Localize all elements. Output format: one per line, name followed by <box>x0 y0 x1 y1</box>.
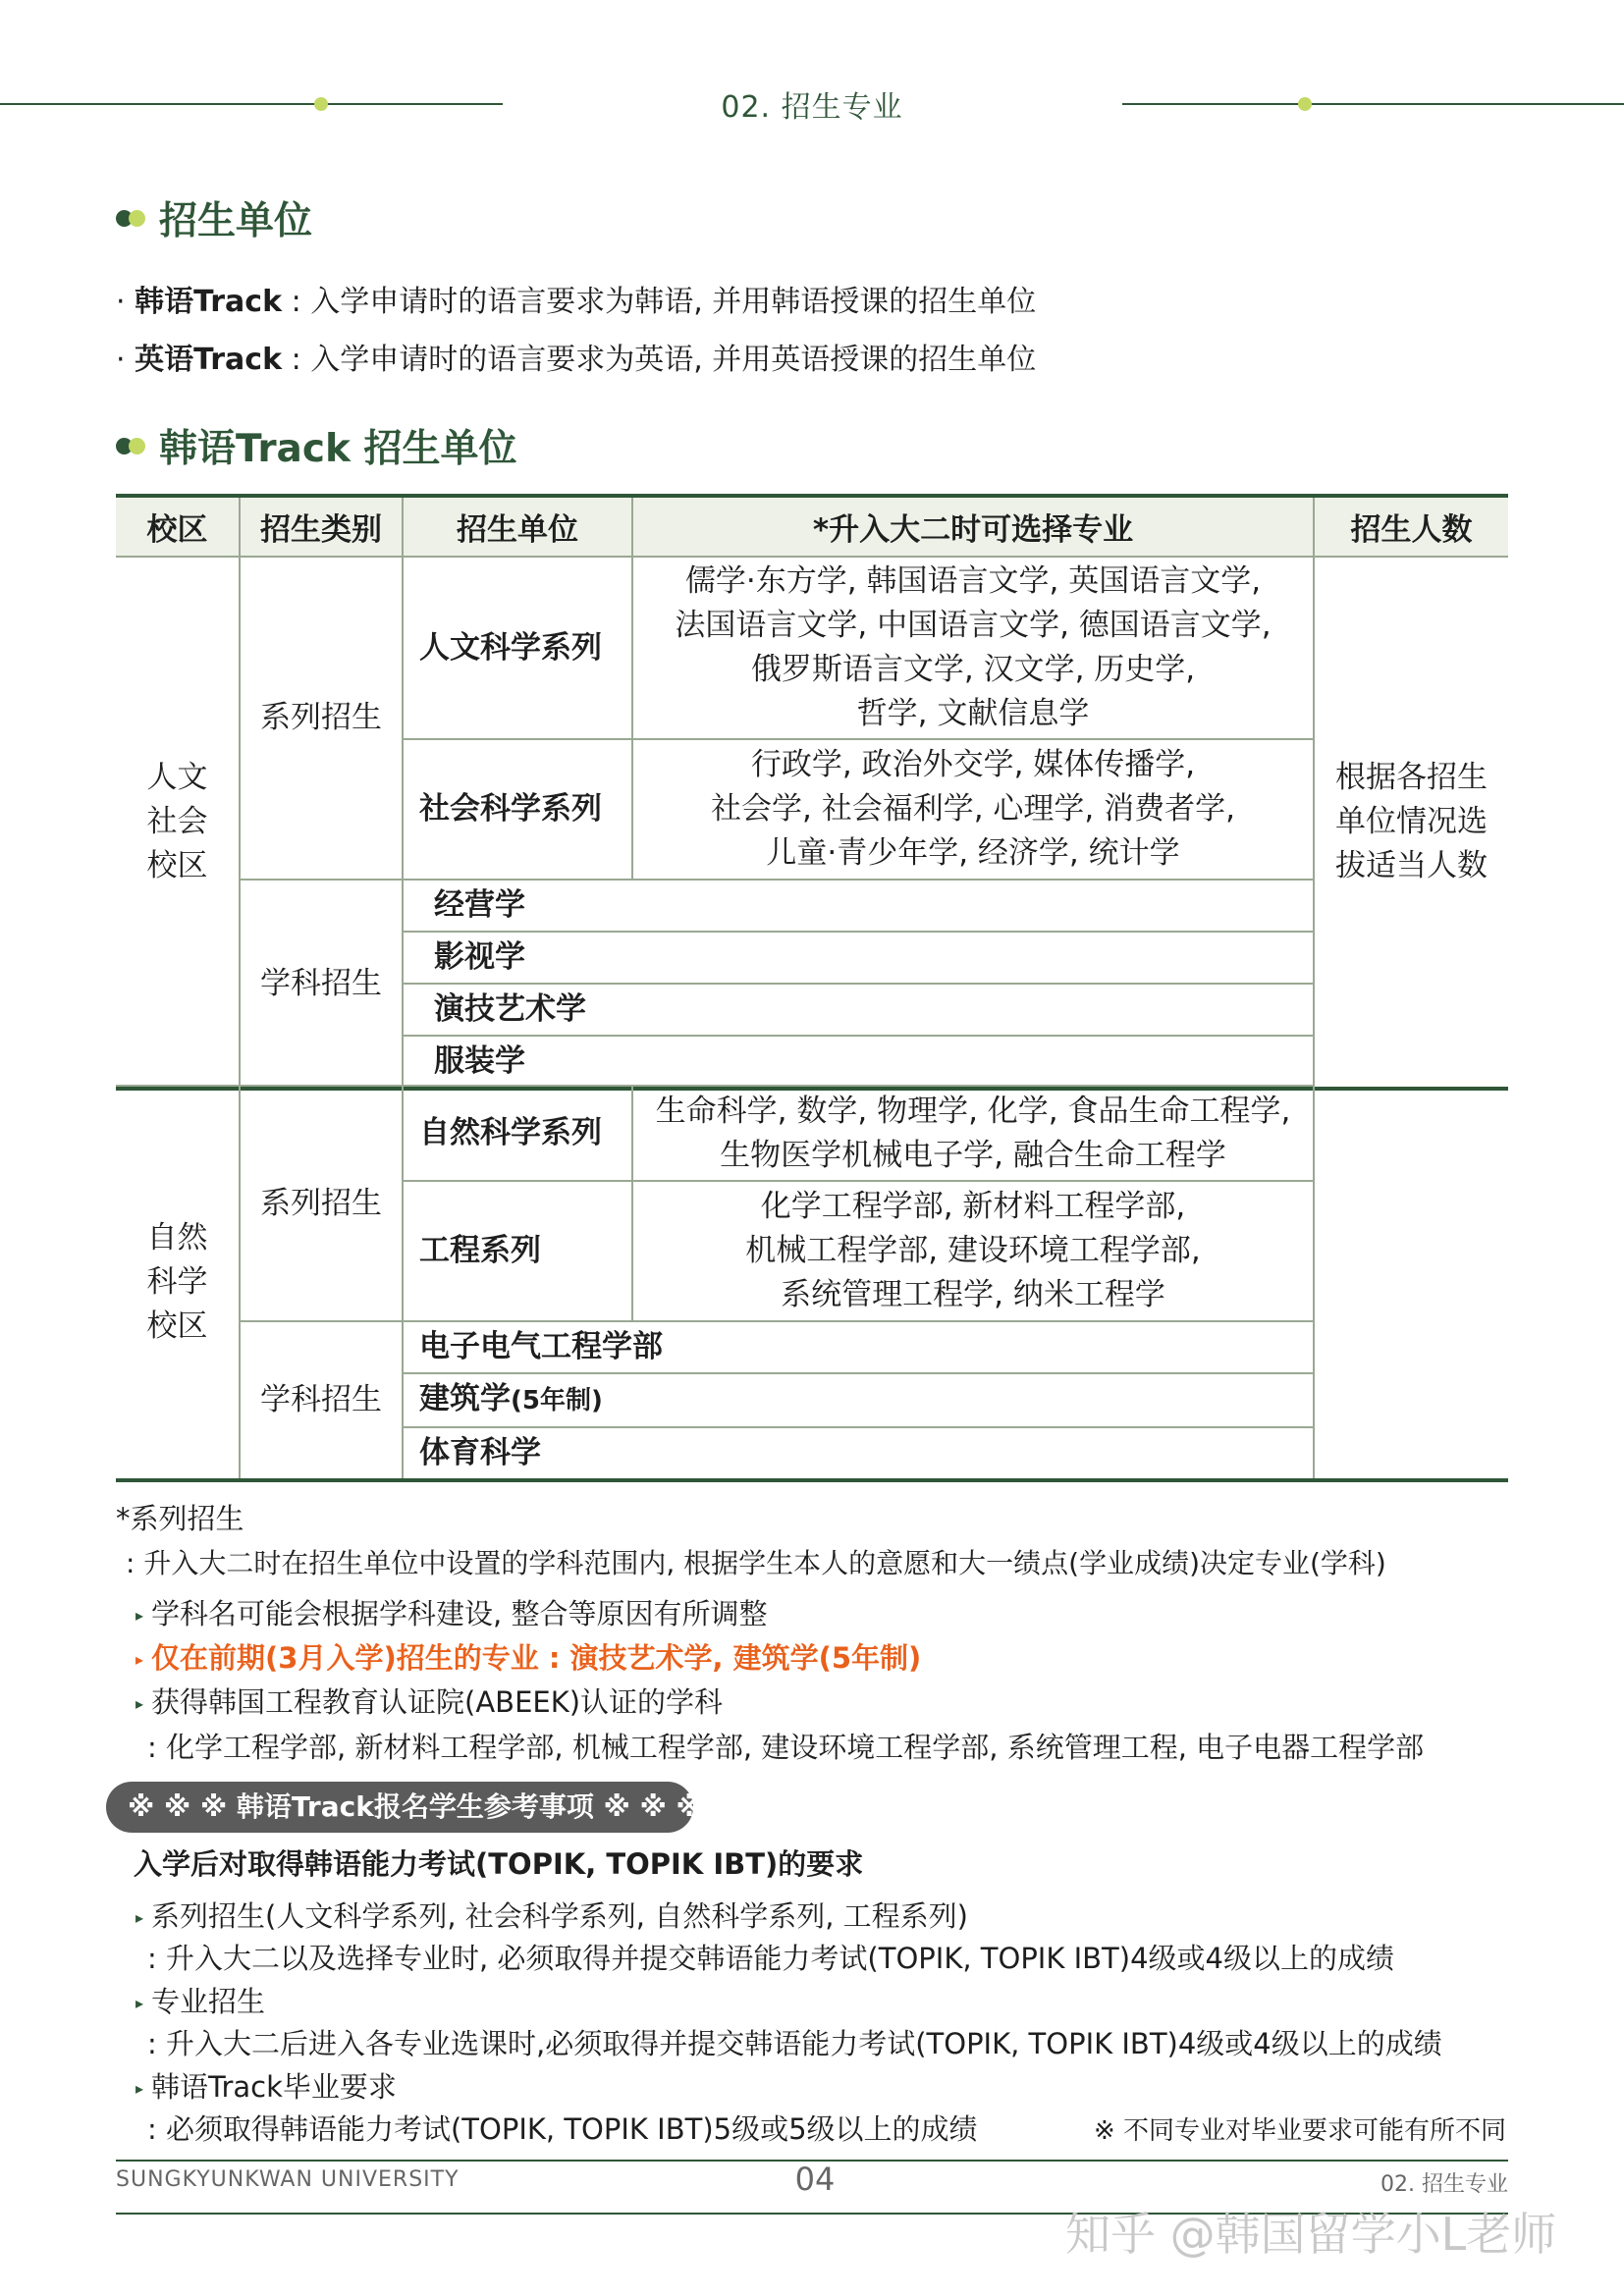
col-header-unit: 招生单位 <box>403 496 632 557</box>
list-bullet: · <box>116 285 126 319</box>
category-series: 系列招生 <box>240 1086 403 1321</box>
reference-banner: ※ ※ ※ 韩语Track报名学生参考事项 ※ ※ ※ <box>106 1782 693 1833</box>
note-series-title: *系列招生 <box>116 1502 244 1535</box>
header-dot-left <box>314 97 328 111</box>
ref-series <box>135 1895 968 1935</box>
dept-acting-arts: 演技艺术学 <box>403 984 1314 1036</box>
unit-humanities-series: 人文科学系列 <box>403 557 632 739</box>
section-title-admission-units <box>116 190 312 245</box>
table-row <box>116 557 1508 739</box>
col-header-category: 招生类别 <box>240 496 403 557</box>
majors-humanities: 儒学·东方学, 韩国语言文学, 英国语言文学, 法国语言文学, 中国语言文学, 德国语言文学, 俄罗斯语言文学, 汉文学, 历史学, 哲学, 文献信息学 <box>632 557 1314 739</box>
ref-major <box>135 1980 265 2020</box>
triangle-bullet-icon: ▸ <box>135 1694 144 1713</box>
table-row <box>116 1086 1508 1181</box>
header-rule-left <box>0 103 503 105</box>
campus-natural-science: 自然 科学 校区 <box>116 1086 240 1480</box>
col-header-campus: 校区 <box>116 496 240 557</box>
campus-humanities: 人文 社会 校区 <box>116 557 240 1089</box>
watermark-text: 知乎 @韩国留学小L老师 <box>1065 2208 1557 2261</box>
bullet-dots-icon <box>116 210 145 227</box>
intro-text: : 入学申请时的语言要求为韩语, 并用韩语授课的招生单位 <box>282 285 1037 319</box>
ref-major-desc: : 升入大二后进入各专业选课时,必须取得并提交韩语能力考试(TOPIK, TOPIK IBT)4级或4级以上的成绩 <box>147 2027 1442 2060</box>
table-header-row <box>116 496 1508 557</box>
note-text: 学科名可能会根据学科建设, 整合等原因有所调整 <box>151 1597 768 1630</box>
unit-social-science-series: 社会科学系列 <box>403 739 632 880</box>
triangle-bullet-icon: ▸ <box>135 1994 144 2012</box>
unit-natural-science-series: 自然科学系列 <box>403 1086 632 1181</box>
triangle-bullet-icon: ▸ <box>135 1650 144 1669</box>
category-series: 系列招生 <box>240 557 403 880</box>
ref-text: 专业招生 <box>151 1985 266 2018</box>
header-rule-right <box>1122 103 1624 105</box>
dept-architecture-years: (5年制) <box>511 1386 603 1415</box>
category-dept: 学科招生 <box>240 880 403 1089</box>
note-spring-only <box>135 1636 921 1677</box>
intro-line-korean-track <box>116 277 1036 320</box>
ref-series-desc: : 升入大二以及选择专业时, 必须取得并提交韩语能力考试(TOPIK, TOPIK IBT)4级或4级以上的成绩 <box>147 1942 1394 1975</box>
triangle-bullet-icon: ▸ <box>135 1606 144 1625</box>
admission-units-table <box>116 494 1508 1091</box>
majors-social-science: 行政学, 政治外交学, 媒体传播学, 社会学, 社会福利学, 心理学, 消费者学, 儿童·青少年学, 经济学, 统计学 <box>632 739 1314 880</box>
table-row <box>116 880 1508 932</box>
majors-engineering: 化学工程学部, 新材料工程学部, 机械工程学部, 建设环境工程学部, 系统管理工程学, 纳米工程学 <box>632 1181 1314 1321</box>
footer-university: SUNGKYUNKWAN UNIVERSITY <box>116 2167 460 2192</box>
section-title-korean-track-units <box>116 418 517 473</box>
footer-page-number: 04 <box>794 2161 836 2198</box>
admission-units-table-natural <box>116 1085 1508 1482</box>
col-header-majors: *升入大二时可选择专业 <box>632 496 1314 557</box>
dept-business: 经营学 <box>403 880 1314 932</box>
category-dept: 学科招生 <box>240 1321 403 1480</box>
dept-sports-science: 体育科学 <box>403 1427 1314 1480</box>
triangle-bullet-icon: ▸ <box>135 2079 144 2098</box>
reference-heading: 入学后对取得韩语能力考试(TOPIK, TOPIK IBT)的要求 <box>134 1847 864 1881</box>
bullet-dots-icon <box>116 438 145 454</box>
section-title-text: 韩语Track 招生单位 <box>159 427 517 471</box>
ref-graduation <box>135 2065 397 2106</box>
intro-text: : 入学申请时的语言要求为英语, 并用英语授课的招生单位 <box>282 343 1037 377</box>
dept-film: 影视学 <box>403 932 1314 984</box>
intro-label: 韩语Track <box>135 285 283 319</box>
footer-section: 02. 招生专业 <box>1380 2172 1508 2197</box>
dept-architecture-name: 建筑学 <box>419 1381 511 1416</box>
triangle-bullet-icon: ▸ <box>135 1908 144 1927</box>
dept-electrical: 电子电气工程学部 <box>403 1321 1314 1373</box>
list-bullet: · <box>116 343 126 377</box>
page-title: 02. 招生专业 <box>721 90 903 125</box>
admission-count-continued <box>1314 1086 1508 1480</box>
note-dept-adjust <box>135 1592 767 1632</box>
intro-line-english-track <box>116 335 1036 378</box>
note-abeek <box>135 1681 723 1721</box>
header-dot-right <box>1298 97 1312 111</box>
note-text: 仅在前期(3月入学)招生的专业 : 演技艺术学, 建筑学(5年制) <box>151 1641 922 1675</box>
note-abeek-list: : 化学工程学部, 新材料工程学部, 机械工程学部, 建设环境工程学部, 系统管理工程, 电子电器工程学部 <box>147 1731 1425 1764</box>
ref-graduation-desc: : 必须取得韩语能力考试(TOPIK, TOPIK IBT)5级或5级以上的成绩 <box>147 2112 978 2146</box>
majors-natural-science: 生命科学, 数学, 物理学, 化学, 食品生命工程学, 生物医学机械电子学, 融合生命工程学 <box>632 1086 1314 1181</box>
table-row <box>116 1321 1508 1373</box>
dept-architecture <box>403 1373 1314 1427</box>
ref-text: 韩语Track毕业要求 <box>151 2070 397 2104</box>
col-header-count: 招生人数 <box>1314 496 1508 557</box>
admission-count: 根据各招生 单位情况选 拔适当人数 <box>1314 557 1508 1089</box>
ref-text: 系列招生(人文科学系列, 社会科学系列, 自然科学系列, 工程系列) <box>151 1899 968 1933</box>
note-series-desc: : 升入大二时在招生单位中设置的学科范围内, 根据学生本人的意愿和大一绩点(学业成绩)决定专业(学科) <box>126 1547 1386 1579</box>
intro-label: 英语Track <box>135 343 283 377</box>
ref-graduation-note: ※ 不同专业对毕业要求可能有所不同 <box>1094 2116 1507 2146</box>
unit-engineering-series: 工程系列 <box>403 1181 632 1321</box>
dept-fashion: 服装学 <box>403 1036 1314 1089</box>
note-text: 获得韩国工程教育认证院(ABEEK)认证的学科 <box>151 1685 724 1719</box>
section-title-text: 招生单位 <box>159 199 313 243</box>
